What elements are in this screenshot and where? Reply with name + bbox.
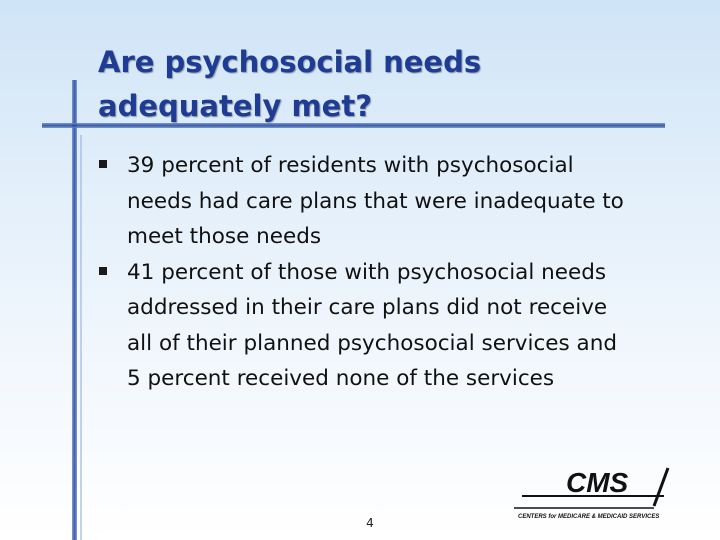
- bullet-text-line: all of their planned psychosocial services and: [127, 330, 618, 356]
- bullet-text-line: 39 percent of residents with psychosocial: [127, 153, 574, 178]
- bullet-text-line: meet those needs: [127, 224, 322, 249]
- square-bullet-icon: [99, 267, 107, 275]
- slide-title-line: Are psychosocial needs: [98, 45, 482, 79]
- vertical-rule-shadow: [80, 135, 82, 540]
- bullet-item: [98, 148, 708, 255]
- square-bullet-icon: [99, 160, 107, 168]
- bullet-text-line: 41 percent of those with psychosocial needs: [127, 259, 607, 285]
- slide-title: [98, 40, 638, 128]
- bullet-text-line: addressed in their care plans did not receive: [127, 295, 608, 320]
- bullet-text-line: needs had care plans that were inadequate to: [127, 188, 624, 214]
- page-number: 4: [366, 516, 374, 530]
- vertical-rule: [72, 80, 77, 540]
- cms-logo-subtitle: CENTERS for MEDICARE & MEDICAID SERVICES: [518, 514, 660, 520]
- bullet-list: [98, 148, 708, 397]
- cms-logo-text: CMS: [566, 467, 629, 498]
- cms-logo: [508, 462, 678, 524]
- bullet-item: [98, 255, 708, 397]
- bullet-text-line: 5 percent received none of the services: [127, 366, 555, 391]
- slide-title-line: adequately met?: [98, 89, 373, 123]
